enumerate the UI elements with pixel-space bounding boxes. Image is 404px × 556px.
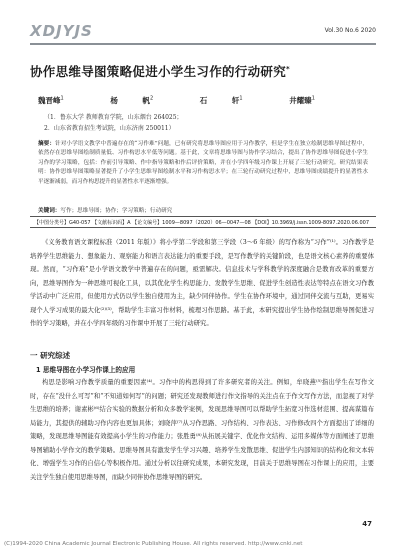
- issue-info: Vol.30 No.6 2020: [324, 27, 376, 34]
- page-number: 47: [362, 520, 372, 528]
- author-1: 魏晋峰$^1$: [38, 95, 64, 105]
- classification-meta: 【中图分类号】G40-057 【文献标识码】A 【论文编号】1009—8097（2020）06—0047—08 【DOI】10.3969/j.issn.1009-8097.2020.06.007: [34, 219, 370, 226]
- section-heading: 一 研究综述: [30, 351, 71, 360]
- author-4: 井耀臻$^1$: [289, 95, 315, 105]
- keywords-text: 写作；思维导图；协作；学习策略；行动研究: [60, 208, 173, 214]
- title-footnote-mark: *: [286, 64, 290, 73]
- copyright-line: (C)1994-2020 China Academic Journal Electronic Publishing House. All rights reserved. http://www.cnki.net: [4, 541, 303, 547]
- subsection-heading: 1 思维导图在小学习作课上的应用: [36, 366, 136, 374]
- author-list: [38, 95, 337, 106]
- journal-logo: XDJYJS: [30, 22, 93, 40]
- author-2: 杨 帆$^2$: [110, 95, 154, 105]
- abstract-label: 摘要：: [38, 141, 56, 147]
- header-rule: [30, 43, 376, 45]
- abstract-text: 针对小学语文教学中普遍存在的“习作难”问题，已有研究将思维导图应用于习作教学，但是学生在独立绘制思维导图过程中，依然存在思维导图绘制质量低、习作构思水平低等问题。基于此，文章将思维导图与协作学习结合，提出了协作思维导图促进小学生习作的学习策略，包括：作前引导策略、作中指导策略和作后评价策略，并在小学四年级习作课上开展了三轮行动研究。研究结果表明：协作思维导图策略显著提升了小学生思维导图绘制水平和习作构思水平；在三轮行动研究过程中，思维导图成绩提升的显著性水平逐渐减弱，而习作构思提升的显著性水平逐渐增强。: [38, 141, 368, 185]
- meta-rule-top: [30, 216, 376, 217]
- abstract: [38, 140, 368, 187]
- keywords: [38, 206, 172, 214]
- section-paragraph: 构思是影响习作教学质量的重要因素⁽⁴⁾。习作中的构思得到了许多研究者的关注。例如，牟晓燕⁽⁵⁾指出学生在写作文时，存在“没什么可写”和“不知道如何写”的问题；研究还发现教师进行作文指导的关注点在于作文写作方法，而忽视了对学生思维的培养；谢素彬⁽⁶⁾结合实验的数据分析和众多教学案例，发现思维导图可以帮助学生拓宽习作选材范围、提高谋篇布局能力，其提供的辅助习作内容也更加具体；刘晓萍⁽⁷⁾从习作思路、习作结构、习作表达、习作修改四个方面提出了详细的策略，发现思维导图能有效提高小学生的习作能力；张胜勇⁽⁸⁾从拓展关键字、优化作文结构、运用多媒体等方面阐述了思维导图辅助小学作文的教学策略。思维导图具有激发学生学习兴趣、培养学生发散思维、促进学生内部知识的结构化和文本转化、增强学生习作的自信心等积极作用。通过分析以往研究成果，本研究发现，目前关于思维导图在习作课上的应用，主要关注学生独自使用思维导图，而缺少同伴协作思维导图的研究。: [30, 379, 374, 481]
- article-title: [30, 62, 370, 80]
- introduction: [30, 236, 374, 331]
- section-body: [30, 376, 374, 484]
- intro-paragraph: 《义务教育语文课程标准（2011 年版）》将小学第二学段和第三学段（3～6 年级）的写作称为“习作”⁽¹⁾。习作教学是培养学生思维能力、想象能力、观察能力和语言表达能力的重要手段，是写作教学的关键阶段，也是语文核心素养的重要体现。然而，“习作难”是小学语文教学中普遍存在的问题，亟需解决。信息技术与学科教学的深度融合是教育改革的重要方向，思维导图作为一种思维可视化工具，以其优化学生构思能力、发散学生思维、促进学生创造性表达等特点在语文习作教学活动中广泛应用，但使用方式仍以学生独自使用为主，缺少同伴协作。学生在协作环境中，通过同伴交流与互助，更易实现个人学习成果的最大化⁽²⁾⁽³⁾，帮助学生丰富习作材料，梳理习作思路。基于此，本研究提出学生协作绘制思维导图促进习作的学习策略，并在小学四年级的习作课中开展了三轮行动研究。: [30, 239, 374, 327]
- affiliation-2: 2．山东省教育招生考试院，山东济南 250011）: [44, 125, 175, 132]
- affiliation-1: （1．鲁东大学 教师教育学院，山东烟台 264025；: [44, 114, 183, 121]
- title-text: 协作思维导图策略促进小学生习作的行动研究: [30, 64, 287, 79]
- author-3: 石 轩$^1$: [199, 95, 243, 105]
- meta-rule-bottom: [30, 227, 376, 228]
- keywords-label: 关键词：: [38, 208, 61, 214]
